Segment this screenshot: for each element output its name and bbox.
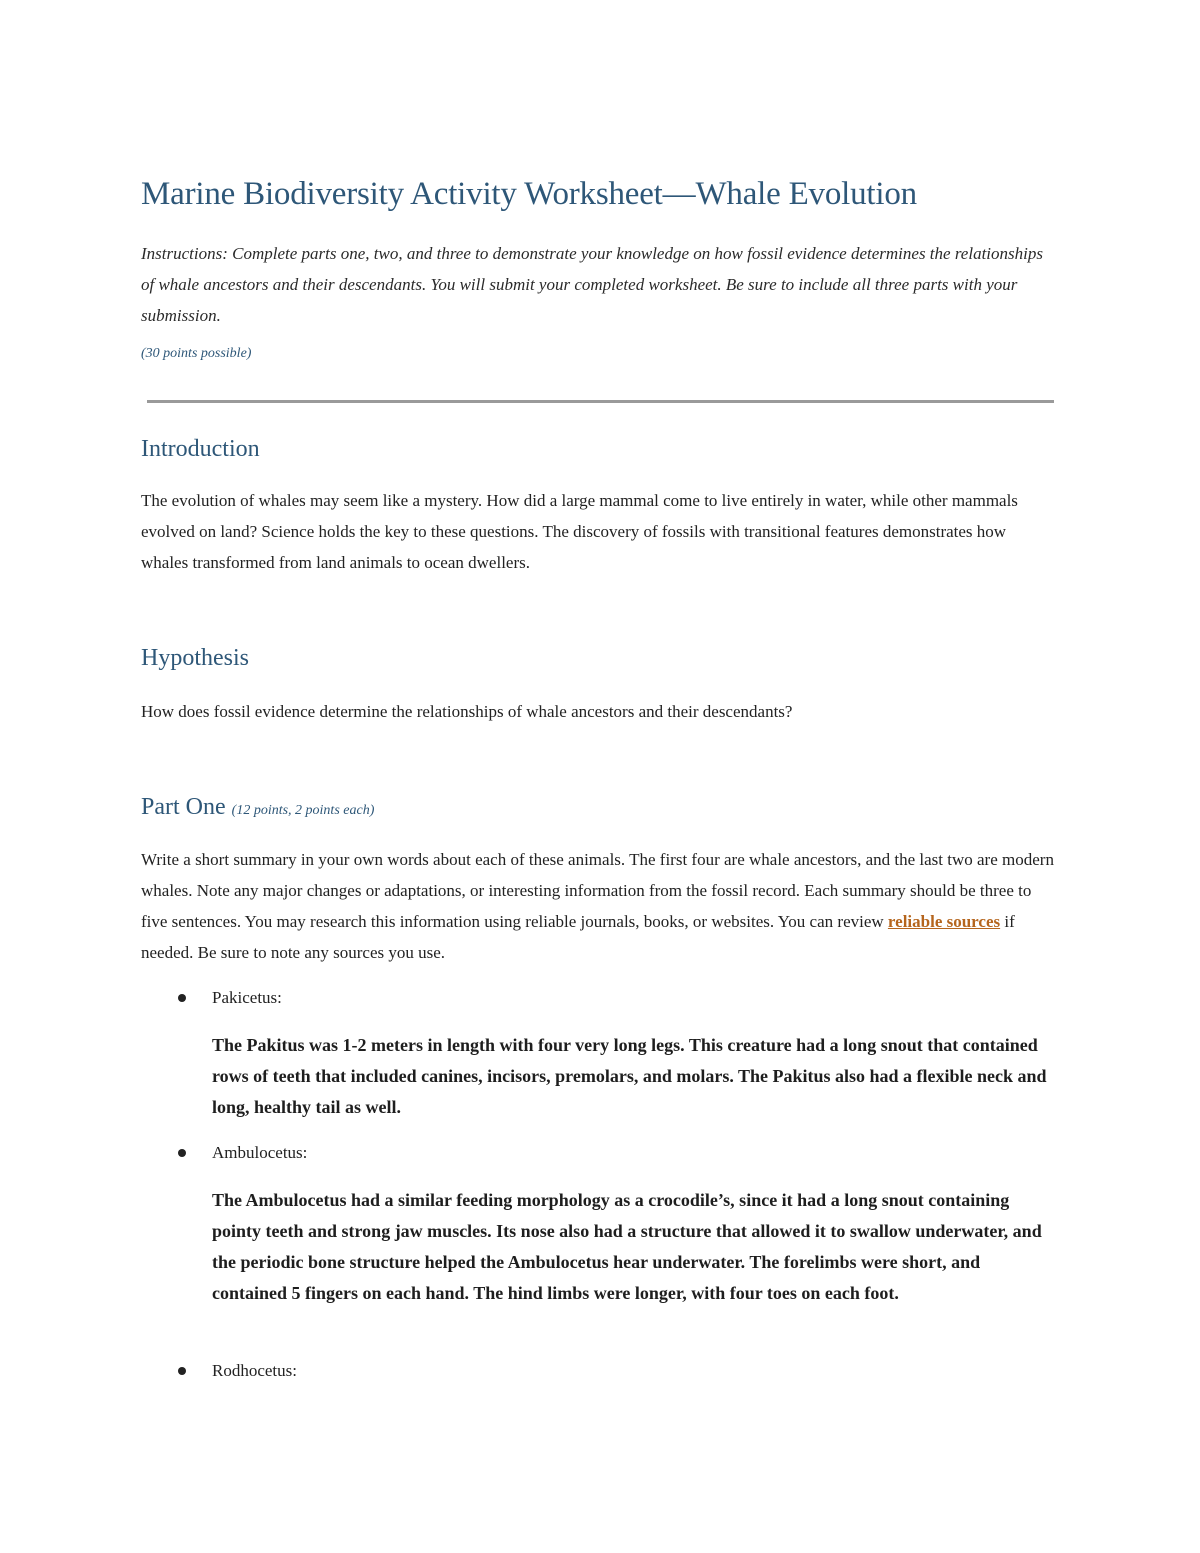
part-one-text-before-link: Write a short summary in your own words about each of these animals. The first four are whale ancestors, and the last two are modern whales. Note any major changes or adaptations, or interesting information from the fossil record. Each summary should be three to five sentences. You may research this information using reliable journals, books, or websites. You can review: [141, 850, 1054, 931]
list-item: [141, 983, 1056, 1013]
hypothesis-heading: Hypothesis: [141, 645, 249, 671]
animal-answer: The Ambulocetus had a similar feeding morphology as a crocodile’s, since it had a long snout containing pointy teeth and strong jaw muscles. Its nose also had a structure that allowed it to swallow underwater, and the periodic bone structure helped the Ambulocetus hear underwater. The forelimbs were short, and contained 5 fingers on each hand. The hind limbs were longer, with four toes on each foot.: [212, 1190, 1042, 1303]
introduction-heading: Introduction: [141, 436, 260, 462]
animal-name: Rodhocetus:: [212, 1361, 297, 1380]
part-one-instructions: [141, 844, 1056, 968]
part-one-title: Part One: [141, 794, 226, 820]
introduction-body: The evolution of whales may seem like a mystery. How did a large mammal come to live entirely in water, while other mammals evolved on land? Science holds the key to these questions. The discovery of fossils with transitional features demonstrates how whales transformed from land animals to ocean dwellers.: [141, 491, 1018, 572]
reliable-sources-link[interactable]: reliable sources: [887, 912, 1001, 931]
animal-name: Ambulocetus:: [212, 1143, 308, 1162]
bullet-icon: [178, 1149, 186, 1157]
animal-answer: The Pakitus was 1-2 meters in length with four very long legs. This creature had a long snout that contained rows of teeth that included canines, incisors, premolars, and molars. The Pakitus also had a flexible neck and long, healthy tail as well.: [212, 1035, 1047, 1117]
animal-name: Pakicetus:: [212, 988, 282, 1007]
hypothesis-body: How does fossil evidence determine the relationships of whale ancestors and their descendants?: [141, 702, 793, 721]
section-divider: [147, 400, 1054, 403]
instructions-text: Instructions: Complete parts one, two, and three to demonstrate your knowledge on how fossil evidence determines the relationships of whale ancestors and their descendants. You will submit your completed worksheet. Be sure to include all three parts with your submission.: [141, 244, 1043, 325]
page-title: Marine Biodiversity Activity Worksheet—Whale Evolution: [141, 176, 917, 212]
bullet-icon: [178, 1367, 186, 1375]
part-one-text-after-link: if needed. Be sure to note any sources you use.: [141, 912, 1015, 962]
part-one-points: (12 points, 2 points each): [231, 803, 375, 818]
list-item: [141, 1356, 1056, 1386]
list-item: [141, 1138, 1056, 1168]
points-possible-note: (30 points possible): [141, 346, 252, 361]
part-one-heading: [141, 794, 374, 821]
bullet-icon: [178, 994, 186, 1002]
